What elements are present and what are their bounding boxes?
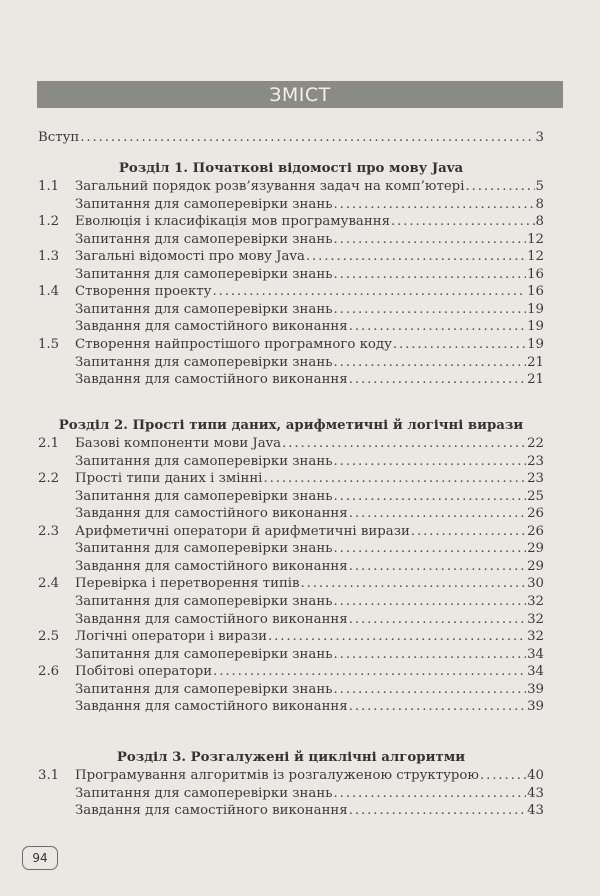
entry-title: Загальний порядок розв’язування задач на комп’ютері xyxy=(75,179,465,194)
entry-page: 40 xyxy=(527,768,544,783)
entry-title: Прості типи даних і змінні xyxy=(75,471,263,487)
entry-page: 5 xyxy=(535,179,544,194)
entry-title: Запитання для самоперевірки знань xyxy=(75,196,333,212)
entry-number: 1.2 xyxy=(38,214,60,230)
leader-dots xyxy=(349,611,526,629)
leader-dots xyxy=(333,646,526,664)
toc-entry[interactable] xyxy=(38,540,544,558)
leader-dots xyxy=(333,785,526,803)
leader-dots xyxy=(411,523,526,541)
entry-title: Запитання для самоперевірки знань xyxy=(75,785,333,801)
entry-page: 12 xyxy=(527,249,544,265)
section-heading: Розділ 1. Початкові відомості про мову Java xyxy=(118,161,464,176)
entry-page: 29 xyxy=(527,558,544,574)
entry-title: Арифметичні оператори й арифметичні вирази xyxy=(75,523,410,539)
entry-number: 2.4 xyxy=(38,576,60,592)
entry-page: 23 xyxy=(527,453,544,469)
entry-page: 39 xyxy=(527,681,544,697)
leader-dots xyxy=(333,266,526,284)
entry-page: 19 xyxy=(527,319,544,335)
entry-title: Логічні оператори і вирази xyxy=(75,629,267,645)
page-number: 94 xyxy=(32,851,48,865)
entry-title: Запитання для самоперевірки знань xyxy=(75,266,333,282)
leader-dots xyxy=(268,628,526,646)
toc-entry[interactable] xyxy=(38,470,544,488)
toc-entry[interactable] xyxy=(38,523,544,541)
toc-entry[interactable] xyxy=(38,435,544,453)
entry-title: Завдання для самостійного виконання xyxy=(75,506,348,522)
leader-dots xyxy=(333,453,526,471)
leader-dots xyxy=(282,435,526,453)
entry-title: Завдання для самостійного виконання xyxy=(75,611,348,627)
entry-page: 19 xyxy=(527,301,544,317)
toc-entry[interactable] xyxy=(38,283,544,301)
entry-title: Еволюція і класифікація мов програмування xyxy=(75,214,390,230)
leader-dots xyxy=(465,178,534,196)
toc-entry[interactable] xyxy=(38,231,544,249)
toc-entry[interactable] xyxy=(38,178,544,196)
leader-dots xyxy=(349,371,526,389)
entry-title: Загальні відомості про мову Java xyxy=(75,249,305,265)
entry-title: Завдання для самостійного виконання xyxy=(75,558,348,574)
entry-title: Запитання для самоперевірки знань xyxy=(75,301,333,317)
leader-dots xyxy=(349,698,526,716)
toc-entry[interactable] xyxy=(38,371,544,389)
toc-entry[interactable] xyxy=(38,663,544,681)
leader-dots xyxy=(333,540,526,558)
leader-dots xyxy=(80,129,534,147)
entry-number: 3.1 xyxy=(38,768,60,783)
entry-number: 2.3 xyxy=(38,523,60,539)
toc-title-bar xyxy=(37,81,563,108)
leader-dots xyxy=(301,575,527,593)
leader-dots xyxy=(333,301,526,319)
entry-title: Запитання для самоперевірки знань xyxy=(75,488,333,504)
toc-entry[interactable] xyxy=(38,505,544,523)
leader-dots xyxy=(333,681,526,699)
entry-page: 34 xyxy=(527,664,544,680)
entry-page: 23 xyxy=(527,471,544,487)
leader-dots xyxy=(393,336,526,354)
leader-dots xyxy=(333,354,526,372)
entry-title: Програмування алгоритмів із розгалуженою структурою xyxy=(75,768,479,783)
entry-page: 43 xyxy=(527,803,544,819)
entry-page: 12 xyxy=(527,231,544,247)
entry-title: Створення найпростішого програмного коду xyxy=(75,336,392,352)
entry-page: 30 xyxy=(527,576,544,592)
leader-dots xyxy=(212,283,526,301)
leader-dots xyxy=(263,470,526,488)
toc-entry[interactable] xyxy=(38,213,544,231)
entry-number: 1.5 xyxy=(38,336,60,352)
entry-page: 3 xyxy=(535,130,544,145)
entry-page: 16 xyxy=(527,266,544,282)
toc-entry[interactable] xyxy=(38,196,544,214)
entry-page: 29 xyxy=(527,541,544,557)
entry-number: 2.5 xyxy=(38,629,60,645)
entry-title: Завдання для самостійного виконання xyxy=(75,319,348,335)
entry-page: 32 xyxy=(527,629,544,645)
entry-title: Побітові оператори xyxy=(75,664,213,680)
entry-title: Завдання для самостійного виконання xyxy=(75,699,348,715)
entry-page: 25 xyxy=(527,488,544,504)
leader-dots xyxy=(480,767,526,785)
entry-title: Запитання для самоперевірки знань xyxy=(75,453,333,469)
entry-title: Запитання для самоперевірки знань xyxy=(75,231,333,247)
toc-entry[interactable] xyxy=(38,301,544,319)
toc-entry-intro[interactable] xyxy=(38,129,544,147)
entry-page: 8 xyxy=(535,214,544,230)
entry-title: Перевірка і перетворення типів xyxy=(75,576,300,592)
toc-entry[interactable] xyxy=(38,558,544,576)
leader-dots xyxy=(306,248,526,266)
entry-title: Запитання для самоперевірки знань xyxy=(75,681,333,697)
entry-number: 2.1 xyxy=(38,436,60,451)
entry-page: 43 xyxy=(527,785,544,801)
section-heading: Розділ 2. Прості типи даних, арифметичні й логічні вирази xyxy=(58,418,524,433)
entry-title: Створення проекту xyxy=(75,284,212,300)
entry-title: Запитання для самоперевірки знань xyxy=(75,354,333,370)
entry-title: Запитання для самоперевірки знань xyxy=(75,541,333,557)
entry-page: 26 xyxy=(527,523,544,539)
toc-entry[interactable] xyxy=(38,488,544,506)
toc-entry[interactable] xyxy=(38,248,544,266)
toc-entry[interactable] xyxy=(38,336,544,354)
toc-entry[interactable] xyxy=(38,593,544,611)
entry-page: 22 xyxy=(527,436,544,451)
leader-dots xyxy=(333,593,526,611)
entry-number: 1.1 xyxy=(38,179,60,194)
toc-entry[interactable] xyxy=(38,453,544,471)
entry-page: 34 xyxy=(527,646,544,662)
toc-entry[interactable] xyxy=(38,646,544,664)
leader-dots xyxy=(349,318,526,336)
entry-number: 1.3 xyxy=(38,249,60,265)
toc-title: ЗМІСТ xyxy=(269,83,331,106)
entry-page: 21 xyxy=(527,372,544,388)
leader-dots xyxy=(391,213,535,231)
entry-number: 1.4 xyxy=(38,284,60,300)
toc-entry[interactable] xyxy=(38,354,544,372)
entry-title: Запитання для самоперевірки знань xyxy=(75,593,333,609)
toc-entry[interactable] xyxy=(38,698,544,716)
toc-entry[interactable] xyxy=(38,318,544,336)
page-number-badge xyxy=(22,846,58,870)
entry-page: 16 xyxy=(527,284,544,300)
entry-title: Вступ xyxy=(38,130,80,145)
leader-dots xyxy=(349,558,526,576)
entry-page: 21 xyxy=(527,354,544,370)
leader-dots xyxy=(213,663,526,681)
entry-number: 2.6 xyxy=(38,664,60,680)
entry-page: 26 xyxy=(527,506,544,522)
entry-title: Запитання для самоперевірки знань xyxy=(75,646,333,662)
entry-page: 8 xyxy=(535,196,544,212)
entry-title: Базові компоненти мови Java xyxy=(75,436,282,451)
entry-page: 19 xyxy=(527,336,544,352)
toc-entry[interactable] xyxy=(38,767,544,785)
toc-entry[interactable] xyxy=(38,266,544,284)
entry-page: 39 xyxy=(527,699,544,715)
leader-dots xyxy=(349,802,526,820)
leader-dots xyxy=(333,196,534,214)
leader-dots xyxy=(333,488,526,506)
entry-number: 2.2 xyxy=(38,471,60,487)
entry-page: 32 xyxy=(527,593,544,609)
toc-entry[interactable] xyxy=(38,785,544,803)
entry-title: Завдання для самостійного виконання xyxy=(75,372,348,388)
leader-dots xyxy=(333,231,526,249)
toc-entry[interactable] xyxy=(38,628,544,646)
toc-entry[interactable] xyxy=(38,575,544,593)
entry-page: 32 xyxy=(527,611,544,627)
entry-title: Завдання для самостійного виконання xyxy=(75,803,348,819)
toc-entry[interactable] xyxy=(38,802,544,820)
toc-entry[interactable] xyxy=(38,681,544,699)
toc-entry[interactable] xyxy=(38,611,544,629)
leader-dots xyxy=(349,505,526,523)
section-heading: Розділ 3. Розгалужені й циклічні алгоритми xyxy=(116,750,466,765)
